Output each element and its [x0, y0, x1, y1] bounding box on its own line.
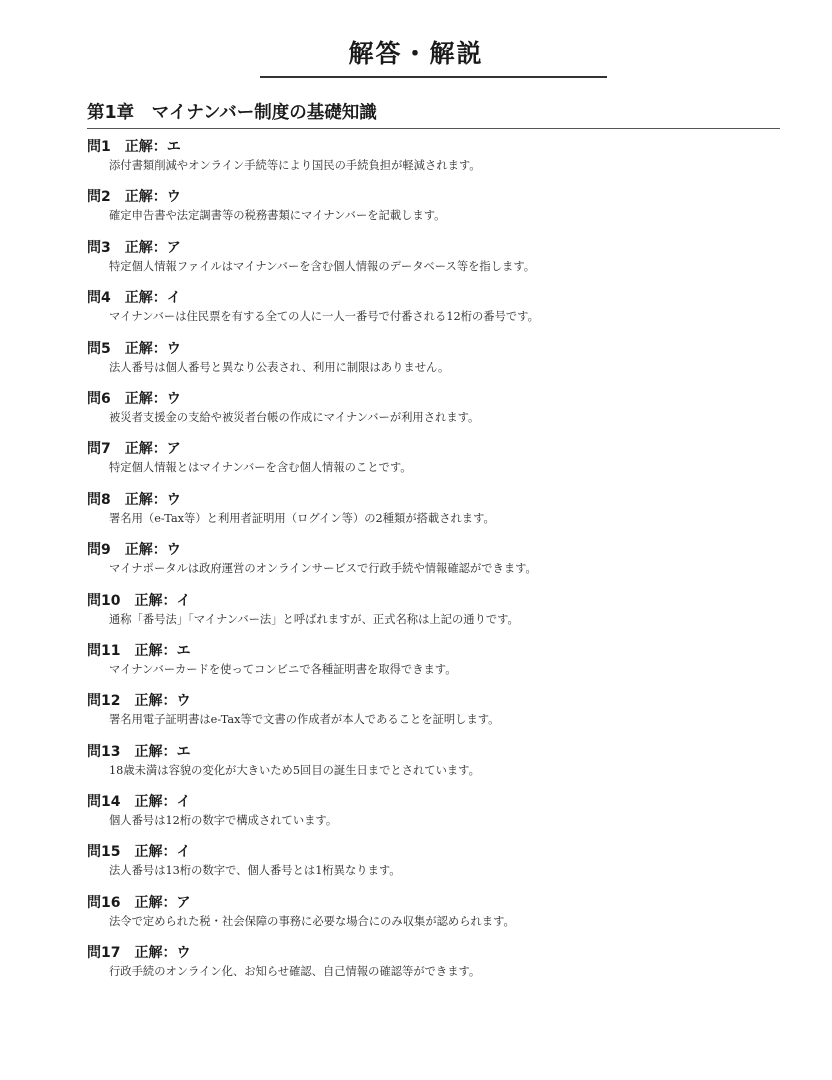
correct-answer: 正解：ア — [134, 894, 191, 911]
question-number: 問1 — [87, 139, 111, 155]
correct-answer: 正解：イ — [134, 592, 191, 609]
answer-item — [87, 893, 787, 943]
question-number: 問10 — [87, 592, 121, 609]
answer-item — [87, 842, 787, 892]
explanation-text: マイナンバーは住民票を有する全ての人に一人一番号で付番される12桁の番号です。 — [109, 310, 539, 324]
answer-item — [87, 591, 787, 641]
question-number: 問6 — [87, 390, 111, 407]
correct-answer: 正解：ウ — [124, 189, 181, 206]
question-number: 問13 — [87, 743, 121, 760]
correct-answer: 正解：イ — [134, 794, 191, 811]
question-number: 問3 — [87, 239, 111, 256]
answer-item — [87, 439, 787, 489]
question-number: 問16 — [87, 894, 121, 911]
question-number: 問9 — [87, 542, 111, 559]
question-number: 問17 — [87, 945, 121, 962]
question-number: 問8 — [87, 491, 111, 508]
explanation-text: マイナポータルは政府運営のオンラインサービスで行政手続や情報確認ができます。 — [109, 562, 537, 576]
explanation-text: 法人番号は13桁の数字で、個人番号とは1桁異なります。 — [109, 864, 401, 878]
answer-list — [87, 137, 787, 994]
question-number: 問12 — [87, 693, 121, 710]
explanation-text: 確定申告書や法定調書等の税務書類にマイナンバーを記載します。 — [109, 209, 446, 223]
question-number: 問2 — [87, 189, 111, 206]
explanation-text: 法人番号は個人番号と異なり公表され、利用に制限はありません。 — [109, 360, 450, 374]
title-underline — [260, 76, 607, 78]
question-number: 問7 — [87, 441, 111, 458]
correct-answer: 正解：ウ — [134, 693, 191, 710]
question-number: 問15 — [87, 844, 121, 861]
chapter-divider — [87, 128, 780, 129]
question-number: 問14 — [87, 794, 121, 811]
correct-answer: 正解：エ — [134, 743, 191, 760]
question-number: 問4 — [87, 290, 111, 307]
question-number: 問11 — [87, 642, 121, 659]
correct-answer: 正解：ア — [124, 441, 181, 458]
correct-answer: 正解：ウ — [124, 340, 181, 357]
explanation-text: 18歳未満は容貌の変化が大きいため5回目の誕生日までとされています。 — [109, 763, 480, 777]
answer-item — [87, 490, 787, 540]
answer-item — [87, 540, 787, 590]
question-number: 問5 — [87, 340, 111, 357]
answer-item — [87, 943, 787, 993]
page-title: 解答・解説 — [348, 39, 484, 68]
correct-answer: 正解：エ — [124, 139, 181, 155]
explanation-text: 法令で定められた税・社会保障の事務に必要な場合にのみ収集が認められます。 — [109, 914, 515, 928]
explanation-text: 署名用電子証明書はe-Tax等で文書の作成者が本人であることを証明します。 — [109, 713, 500, 727]
answer-item — [87, 641, 787, 691]
explanation-text: 特定個人情報とはマイナンバーを含む個人情報のことです。 — [109, 461, 412, 475]
answer-item — [87, 691, 787, 741]
answer-item — [87, 339, 787, 389]
explanation-text: 被災者支援金の支給や被災者台帳の作成にマイナンバーが利用されます。 — [109, 410, 480, 424]
correct-answer: 正解：ウ — [124, 542, 181, 559]
explanation-text: 個人番号は12桁の数字で構成されています。 — [109, 814, 338, 828]
explanation-text: 行政手続のオンライン化、お知らせ確認、自己情報の確認等ができます。 — [109, 965, 481, 979]
explanation-text: 特定個人情報ファイルはマイナンバーを含む個人情報のデータベース等を指します。 — [109, 259, 536, 273]
correct-answer: 正解：ア — [124, 239, 181, 256]
correct-answer: 正解：イ — [124, 290, 181, 307]
correct-answer: 正解：ウ — [134, 945, 191, 962]
correct-answer: 正解：エ — [134, 642, 191, 659]
answer-item — [87, 792, 787, 842]
answer-item — [87, 389, 787, 439]
answer-item — [87, 137, 787, 187]
answer-item — [87, 742, 787, 792]
chapter-heading: 第1章 マイナンバー制度の基礎知識 — [87, 103, 377, 123]
answer-item — [87, 187, 787, 237]
explanation-text: 添付書類削減やオンライン手続等により国民の手続負担が軽減されます。 — [109, 159, 481, 172]
correct-answer: 正解：イ — [134, 844, 191, 861]
explanation-text: 署名用（e-Tax等）と利用者証明用（ログイン等）の2種類が搭載されます。 — [109, 511, 495, 525]
explanation-text: 通称「番号法」「マイナンバー法」と呼ばれますが、正式名称は上記の通りです。 — [109, 612, 519, 626]
correct-answer: 正解：ウ — [124, 390, 181, 407]
answer-item — [87, 238, 787, 288]
correct-answer: 正解：ウ — [124, 491, 181, 508]
explanation-text: マイナンバーカードを使ってコンビニで各種証明書を取得できます。 — [109, 662, 457, 676]
answer-item — [87, 288, 787, 338]
